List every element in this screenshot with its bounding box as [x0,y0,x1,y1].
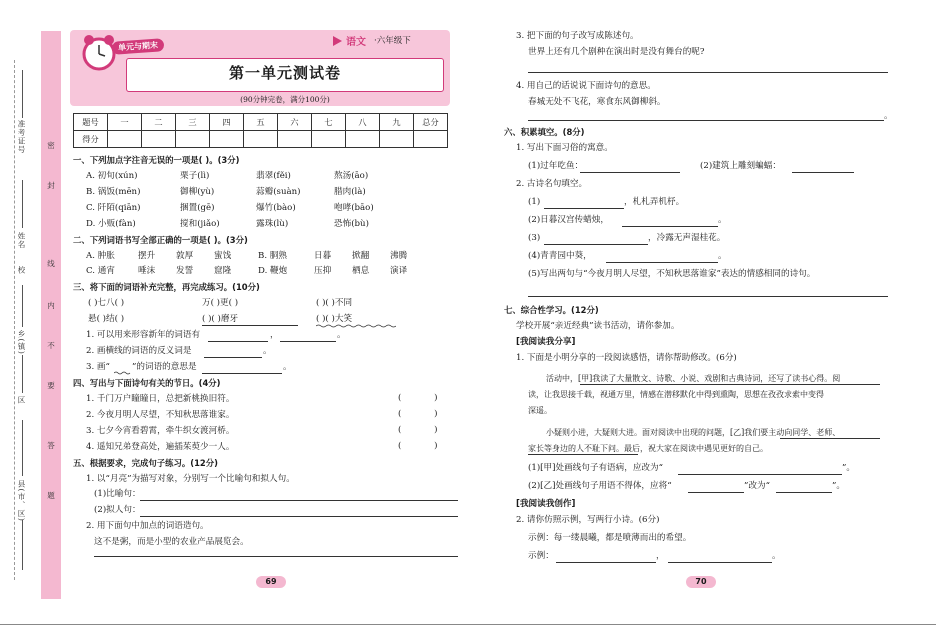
answer-line[interactable] [528,120,884,121]
idiom-blank[interactable]: 悬( )结( ) [88,314,125,324]
score-input-cell[interactable] [210,131,244,148]
name-label: 姓名 [17,232,26,249]
idiom-blank[interactable]: ( )七八( ) [88,298,125,308]
example-text: 示例：每一缕晨曦，都是喷薄而出的希望。 [528,533,692,543]
score-table [73,113,448,148]
district-line [22,420,23,476]
school-line [22,285,23,327]
option-text: 沸腾 [390,251,408,261]
option-text: C. 阡陌(qiān) [86,203,141,213]
answer-line[interactable] [94,556,458,557]
answer-line[interactable] [528,296,888,297]
score-input-cell[interactable] [176,131,210,148]
question-text: 3. 画“ [86,362,110,372]
exam-number-label: 准考证号 [17,120,26,154]
underline-mark [780,438,880,439]
option-text: 御柳(yù) [180,187,215,197]
option-text: 爆竹(bào) [256,203,296,213]
score-cell: 二 [142,114,176,131]
score-input-cell[interactable] [278,131,312,148]
county-line [22,520,23,570]
section-3-title: 三、将下面的词语补充完整，再完成练习。(10分) [73,282,260,292]
question-text: (2)建筑上雕刻蝙蝠： [700,161,781,171]
score-cell: 一 [108,114,142,131]
score-input-cell[interactable] [244,131,278,148]
answer-line[interactable] [668,562,772,563]
option-text: D. 鞭炮 [258,266,288,276]
question-text: 1. 可以用来形容新年的词语有 [86,330,201,340]
option-text: D. 小贩(fàn) [86,219,136,229]
score-input-cell[interactable] [346,131,380,148]
score-input-cell[interactable] [108,131,142,148]
option-text: 压抑 [314,266,332,276]
underline-mark [580,384,880,385]
example-sentence: 这不是粥，而是小型的农业产品展览会。 [94,537,249,547]
question-text: (5)写出两句与“今夜月明人尽望，不知秋思落谁家”表达的情感相同的诗句。 [528,269,816,279]
option-text: 恐怖(bù) [334,219,369,229]
answer-paren[interactable]: ( ) [398,409,438,419]
grade-label: ·六年级下 [374,36,411,46]
question-text: ”改为“ [744,481,770,491]
option-text: 掀翻 [352,251,370,261]
section-7-title: 七、综合性学习。(12分) [504,305,599,315]
question-text: 2. 请你仿照示例，写两行小诗。(6分) [516,515,660,525]
answer-line[interactable] [622,226,718,227]
poem-line: 1. 千门万户瞳瞳日，总把新桃换旧符。 [86,394,235,404]
answer-paren[interactable]: ( ) [398,425,438,435]
answer-line[interactable] [140,516,458,517]
idiom-blank[interactable]: ( )( )磨牙 [202,314,239,324]
option-text: B. 锅饭(mēn) [86,187,141,197]
subsection-label-text: 我阅读我创作 [519,499,572,509]
section-1-title: 一、下列加点字注音无误的一项是( )。(3分) [73,155,240,165]
period: 。 [772,551,781,561]
answer-line[interactable] [208,341,268,342]
option-text: 敦厚 [176,251,194,261]
district-label: 区 [17,396,26,405]
option-text: B. 胴熟 [258,251,287,261]
page-bottom-border [0,624,936,625]
section-5-title: 五、根据要求，完成句子练习。(12分) [73,458,218,468]
question-text: 1. 下面是小明分享的一段阅读感悟，请你帮助修改。(6分) [516,353,737,363]
idiom-blank[interactable]: ( )( )不同 [316,298,353,308]
period: 。 [283,362,292,372]
score-cell: 九 [380,114,414,131]
subsection-label: [我阅读我分享] [516,337,576,347]
passage-line: 读，让我思接千载，视通万里，情感在潜移默化中得到熏陶，思想在孜孜求索中变得 [528,390,824,399]
option-text: A. 肿胀 [86,251,115,261]
answer-line[interactable] [140,500,458,501]
question-text: 3. 把下面的句子改写成陈述句。 [516,31,639,41]
period: 。 [263,346,272,356]
score-input-cell[interactable] [380,131,414,148]
comma: ， [656,551,665,561]
option-text: 唾沫 [138,266,156,276]
score-cell: 三 [176,114,210,131]
option-text: 蒜瓣(suàn) [256,187,301,197]
passage-line: 深遥。 [528,406,552,415]
question-text: 2. 画横线的词语的反义词是 [86,346,192,356]
answer-line[interactable] [528,72,888,73]
underline-mark [202,325,298,326]
poem-line: 4. 遥知兄弟登高处，遍插茱萸少一人。 [86,442,235,452]
option-text: 窟隆 [214,266,232,276]
county-label: 县(市、区) [17,480,26,522]
section-4-title: 四、写出与下面诗句有关的节日。(4分) [73,378,221,388]
question-text: (2)拟人句： [94,505,141,515]
option-text: 日暮 [314,251,332,261]
score-cell: 六 [278,114,312,131]
passage-line: 活动中，[甲]我读了大量散文、诗歌、小说、戏剧和古典诗词，还写了读书心得。阅 [546,374,841,383]
comma: ， [270,330,279,340]
period: 。 [718,215,727,225]
seal-char: 要 [47,381,55,390]
question-text: (1)过年吃鱼： [528,161,584,171]
seal-char: 封 [47,181,55,190]
option-text: C. 通宵 [86,266,115,276]
score-table-score-row [74,131,448,148]
answer-line[interactable] [204,357,262,358]
answer-line[interactable] [556,562,656,563]
page-number-left: 69 [256,576,286,588]
question-text: 1. 以“月亮”为描写对象，分别写一个比喻句和拟人句。 [86,474,295,484]
answer-line[interactable] [580,172,680,173]
question-text: ，札札弄机杼。 [624,197,685,207]
answer-line[interactable] [202,373,282,374]
intro-text: 学校开展“亲近经典”读书活动，请你参加。 [516,321,680,331]
passage-line: 小疑则小进，大疑则大进。面对阅读中出现的问题，[乙]我们要主动向同学、老师、 [546,428,841,437]
question-text: (2)日暮汉宫传蜡烛， [528,215,609,225]
name-line [22,180,23,228]
answer-line[interactable] [688,492,744,493]
page-number-right: 70 [686,576,716,588]
question-text: 2. 古诗名句填空。 [516,179,588,189]
passage-line: 家长等身边的人不耻下问。最后，祝大家在阅读中遇见更好的自己。 [528,444,768,453]
score-input-cell[interactable] [142,131,176,148]
option-text: 摆升 [138,251,156,261]
score-input-cell[interactable] [312,131,346,148]
option-text: 栗子(lì) [180,171,210,181]
subsection-label: [我阅读我创作] [516,499,576,509]
score-cell: 总分 [414,114,448,131]
question-text: (2)[乙]处画线句子用语不得体，应将“ [528,481,672,491]
page-title: 第一单元测试卷 [228,64,341,82]
option-text: 发誓 [176,266,194,276]
option-text: 腊肉(là) [334,187,366,197]
answer-line[interactable] [280,341,336,342]
alarm-clock-icon [80,32,118,72]
wavy-mark-icon [114,371,132,375]
question-text: 4. 用自己的话说说下面诗句的意思。 [516,81,656,91]
option-text: 捆置(gē) [180,203,215,213]
question-text: ”。 [832,481,845,491]
subsection-label-text: 我阅读我分享 [519,337,572,347]
answer-line[interactable] [792,172,854,173]
seal-char: 密 [47,141,55,150]
binding-strip [41,31,61,599]
question-text: 2. 用下面句中加点的词语造句。 [86,521,209,531]
answer-line[interactable] [678,474,842,475]
binding-cut-line [14,60,15,580]
answer-line[interactable] [776,492,832,493]
answer-line[interactable] [606,262,718,263]
score-input-cell[interactable] [414,131,448,148]
answer-line[interactable] [544,244,648,245]
score-cell: 八 [346,114,380,131]
question-text: (1) [528,197,541,207]
option-text: 咆哮(bāo) [334,203,374,213]
option-text: 蜜饯 [214,251,232,261]
question-text: 春城无处不飞花，寒食东风御柳斜。 [528,97,666,107]
option-text: 搅和(jiǎo) [180,219,220,229]
question-text: ”。 [842,463,855,473]
seal-char: 题 [47,491,55,500]
score-cell: 得分 [74,131,108,148]
option-text: 露珠(lù) [256,219,289,229]
seal-char: 答 [47,441,55,450]
seal-char: 内 [47,301,55,310]
town-label: 乡(镇) [17,330,26,355]
underline-mark [528,454,638,455]
question-text: 1. 写出下面习俗的寓意。 [516,143,613,153]
option-text: 演译 [390,266,408,276]
exam-number-line [22,70,23,118]
seal-char: 线 [47,259,55,268]
period: 。 [884,111,893,121]
option-text: 栖息 [352,266,370,276]
section-6-title: 六、积累填空。(8分) [504,127,585,137]
question-text: ”的词语的意思是 [132,362,197,372]
question-text: (4)青青园中葵， [528,251,592,261]
question-text: ，冷露无声湿桂花。 [648,233,726,243]
poem-line: 2. 今夜月明人尽望，不知秋思落谁家。 [86,410,235,420]
section-2-title: 二、下列词语书写全部正确的一项是( )。(3分) [73,235,248,245]
example-label: 示例： [528,551,554,561]
exam-subtitle: (90分钟完卷，满分100分) [240,95,330,104]
option-text: 翡翠(fěi) [256,171,291,181]
answer-paren[interactable]: ( ) [398,441,438,451]
period: 。 [718,251,727,261]
idiom-blank[interactable]: ( )( )大笑 [316,314,353,324]
score-cell: 七 [312,114,346,131]
score-table-header-row [74,114,448,131]
play-arrow-icon [333,36,342,46]
period: 。 [337,330,346,340]
option-text: 熬汤(āo) [334,171,369,181]
answer-paren[interactable]: ( ) [398,393,438,403]
answer-line[interactable] [544,208,624,209]
question-text: 世界上还有几个剧种在演出时是没有舞台的呢? [528,47,705,57]
wavy-underline-mark [316,324,396,328]
score-cell: 五 [244,114,278,131]
score-cell: 四 [210,114,244,131]
seal-char: 不 [47,341,55,350]
subject-label: 语文 [346,37,366,48]
idiom-blank[interactable]: 万( )更( ) [202,298,239,308]
unit-badge: 单元与期末 [112,38,165,55]
poem-line: 3. 七夕今宵看碧霄，牵牛织女渡河桥。 [86,426,235,436]
score-cell: 题号 [74,114,108,131]
option-text: A. 初旬(xún) [86,171,138,181]
school-label: 校 [17,266,26,275]
question-text: (1)比喻句： [94,489,141,499]
town-line [22,355,23,393]
question-text: (1)[甲]处画线句子有语病，应改为“ [528,463,663,473]
question-text: (3) [528,233,541,243]
